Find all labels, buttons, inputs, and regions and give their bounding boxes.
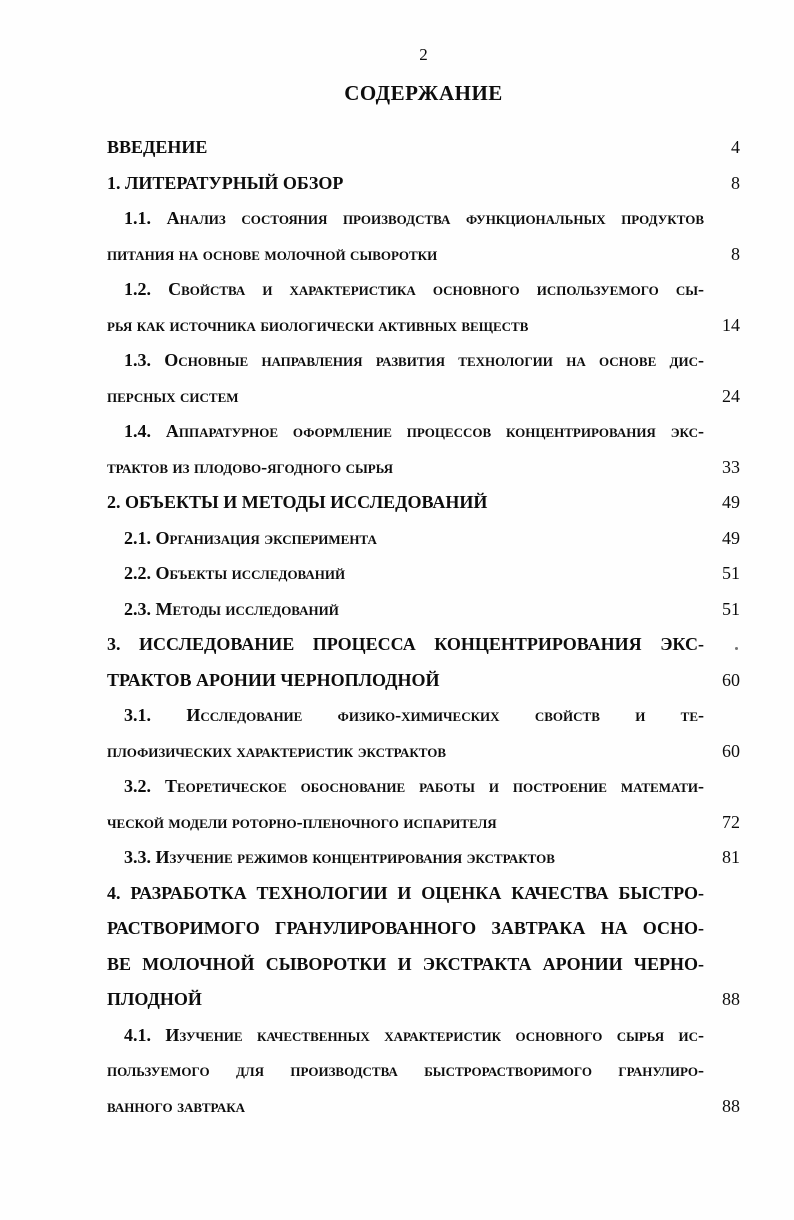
toc-line-text: 2. ОБЪЕКТЫ И МЕТОДЫ ИССЛЕДОВАНИЙ (107, 492, 488, 512)
toc-line-text: ПЛОДНОЙ (107, 989, 202, 1009)
toc-line (107, 911, 740, 947)
toc-line-text: персных систем (107, 385, 239, 406)
scan-artifact-dot (735, 647, 738, 650)
toc-line (107, 485, 740, 521)
toc-line-text: ванного завтрака (107, 1095, 246, 1116)
toc-page-number: 33 (722, 456, 740, 477)
toc-line-text: ВВЕДЕНИЕ (107, 137, 208, 157)
toc-page-number: 72 (722, 811, 740, 832)
toc-line (107, 769, 740, 805)
toc-line-text: 2.3. Методы исследований (124, 598, 339, 619)
toc-line-text: 3.3. Изучение режимов концентрирования экстрактов (124, 847, 555, 867)
toc-line (107, 1089, 740, 1125)
toc-title: СОДЕРЖАНИЕ (344, 81, 503, 105)
toc-line-text: рья как источника биологически активных веществ (107, 314, 529, 335)
toc-page-number: 49 (722, 527, 740, 548)
toc-line (107, 343, 740, 379)
toc-page-number: 8 (731, 172, 740, 193)
toc-page-number: 81 (722, 847, 740, 867)
toc-line (107, 627, 740, 663)
toc-line-text: 3.2. Теоретическое обоснование работы и построение математи- (124, 776, 704, 796)
toc-line (107, 663, 740, 699)
toc-page-number: 60 (722, 740, 740, 761)
toc-line (107, 414, 740, 450)
toc-line-text: 2.2. Объекты исследований (124, 563, 346, 583)
toc-line (107, 556, 740, 592)
toc-line (107, 840, 740, 876)
toc-page-number: 14 (722, 314, 740, 335)
toc-line (107, 592, 740, 628)
toc-line-text: 1.2. Свойства и характеристика основного используемого сы- (124, 279, 704, 299)
toc-line (107, 734, 740, 770)
toc-line (107, 982, 740, 1018)
toc-line-text: 3. ИССЛЕДОВАНИЕ ПРОЦЕССА КОНЦЕНТРИРОВАНИЯ ЭКС- (107, 634, 704, 654)
toc-page-number: 51 (722, 598, 740, 619)
toc-line-text: ВЕ МОЛОЧНОЙ СЫВОРОТКИ И ЭКСТРАКТА АРОНИИ ЧЕРНО- (107, 953, 704, 974)
toc-page-number: 24 (722, 385, 740, 406)
toc-line (107, 521, 740, 557)
toc-line-text: 1. ЛИТЕРАТУРНЫЙ ОБЗОР (107, 172, 344, 193)
toc-line-text: 1.1. Анализ состояния производства функциональных продуктов (124, 208, 704, 228)
toc-line-text: 4.1. Изучение качественных характеристик основного сырья ис- (124, 1024, 704, 1045)
toc-line-text: 2.1. Организация эксперимента (124, 527, 377, 548)
toc-page-number: 60 (722, 669, 740, 690)
toc-line (107, 805, 740, 841)
toc-line-text: 1.4. Аппаратурное оформление процессов концентрирования экс- (124, 421, 704, 441)
toc-line-text: ческой модели роторно-пленочного испарителя (107, 811, 497, 832)
toc-line (107, 130, 740, 166)
toc-line (107, 1053, 740, 1089)
toc-line (107, 379, 740, 415)
toc-page-number: 49 (722, 492, 740, 512)
toc-line-text: пользуемого для производства быстрорастворимого гранулиро- (107, 1060, 704, 1080)
toc-line-text: 3.1. Исследование физико-химических свойств и те- (124, 705, 704, 725)
toc-line (107, 237, 740, 273)
toc-page-number: 88 (722, 1095, 740, 1116)
toc-line-text: 4. РАЗРАБОТКА ТЕХНОЛОГИИ И ОЦЕНКА КАЧЕСТВА БЫСТРО- (107, 882, 704, 903)
toc-page-number: 88 (722, 989, 740, 1009)
toc-line (107, 1018, 740, 1054)
toc-page-number: 51 (722, 563, 740, 583)
toc-line (107, 166, 740, 202)
toc-line (107, 698, 740, 734)
toc-line-text: питания на основе молочной сыворотки (107, 243, 438, 264)
toc-line (107, 308, 740, 344)
table-of-contents (107, 130, 740, 1124)
toc-page-number: 4 (731, 137, 740, 157)
toc-line-text: РАСТВОРИМОГО ГРАНУЛИРОВАННОГО ЗАВТРАКА НА ОСНО- (107, 918, 704, 938)
toc-line-text: 1.3. Основные направления развития технологии на основе дис- (124, 350, 704, 370)
toc-line (107, 947, 740, 983)
toc-line-text: плофизических характеристик экстрактов (107, 740, 447, 761)
page-number: 2 (419, 45, 428, 64)
toc-line (107, 272, 740, 308)
toc-line-text: трактов из плодово-ягодного сырья (107, 456, 394, 477)
toc-page-number: 8 (731, 243, 740, 264)
toc-line (107, 201, 740, 237)
toc-line-text: ТРАКТОВ АРОНИИ ЧЕРНОПЛОДНОЙ (107, 669, 440, 690)
toc-line (107, 450, 740, 486)
toc-line (107, 876, 740, 912)
